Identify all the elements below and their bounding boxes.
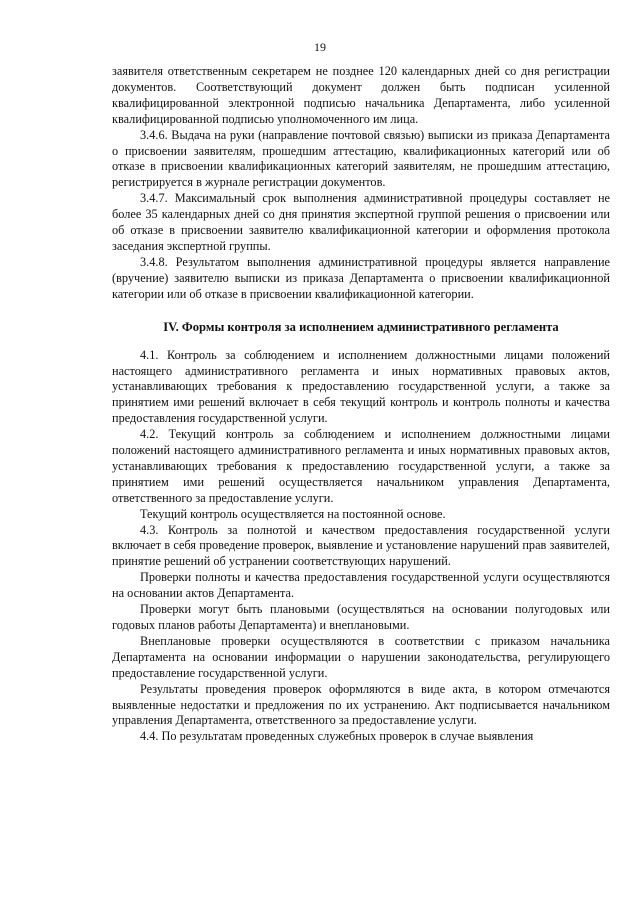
paragraph-3-4-7: 3.4.7. Максимальный срок выполнения административной процедуры составляет не более 35 календарных дней со дня принятия экспертной группой решения о присвоении или об отказе в присвоении заявителю квалификационной категории и оформления протокола заседания экспертной группы. <box>112 191 610 253</box>
paragraph-4-3: 4.3. Контроль за полнотой и качеством предоставления государственной услуги включает в себя проведение проверок, выявление и установление нарушений прав заявителей, принятие решений об устранении соответствующих нарушений. <box>112 522 610 569</box>
paragraph-3-4-8: 3.4.8. Результатом выполнения административной процедуры является направление (вручение) заявителю выписки из приказа Департамента о присвоении квалификационной категории или об отказе в присвоении квалификационной категории. <box>112 254 610 301</box>
section-heading: IV. Формы контроля за исполнением административного регламента <box>163 319 559 334</box>
paragraph: заявителя ответственным секретарем не позднее 120 календарных дней со дня регистрации документов. Соответствующий документ должен быть подписан усиленной квалифицированной электронной подписью начальника Департамента, либо усиленной квалифицированной подписью уполномоченного им лица. <box>112 64 610 126</box>
paragraph-3-4-6: 3.4.6. Выдача на руки (направление почтовой связью) выписки из приказа Департамента о присвоении заявителям, прошедшим аттестацию, квалификационных категорий или об отказе в присвоении квалификационных категорий заявителям, не прошедшим аттестацию, регистрируется в журнале регистрации документов. <box>112 127 610 190</box>
paragraph-4-1: 4.1. Контроль за соблюдением и исполнением должностными лицами положений настоящего административного регламента и иных нормативных правовых актов, устанавливающих требования к предоставлению государственной услуги, а также за принятием ими решений включает в себя текущий контроль и контроль полноты и качества предоставления государственной услуги. <box>112 347 610 426</box>
paragraph: Результаты проведения проверок оформляются в виде акта, в котором отмечаются выявленные недостатки и предложения по их устранению. Акт подписывается начальником управления Департамента, ответственного за предоставление услуги. <box>112 681 610 728</box>
paragraph: Внеплановые проверки осуществляются в соответствии с приказом начальника Департамента на основании информации о нарушении законодательства, регулирующего предоставление государственной услуги. <box>112 633 610 680</box>
paragraph: Проверки могут быть плановыми (осуществляться на основании полугодовых или годовых планов работы Департамента) и внеплановыми. <box>112 602 610 632</box>
page-number: 19 <box>314 40 326 54</box>
paragraph-4-4: 4.4. По результатам проведенных служебных проверок в случае выявления <box>140 729 534 744</box>
paragraph-4-2: 4.2. Текущий контроль за соблюдением и исполнением должностными лицами положений настоящего административного регламента и иных нормативных правовых актов, устанавливающих требования к предоставлению государственной услуги, а также за принятием ими решений осуществляется начальником управления Департамента, ответственного за предоставление услуги. <box>112 427 610 505</box>
document-body <box>112 64 610 745</box>
paragraph: Проверки полноты и качества предоставления государственной услуги осуществляются на основании актов Департамента. <box>112 570 610 601</box>
paragraph: Текущий контроль осуществляется на постоянной основе. <box>140 506 446 521</box>
